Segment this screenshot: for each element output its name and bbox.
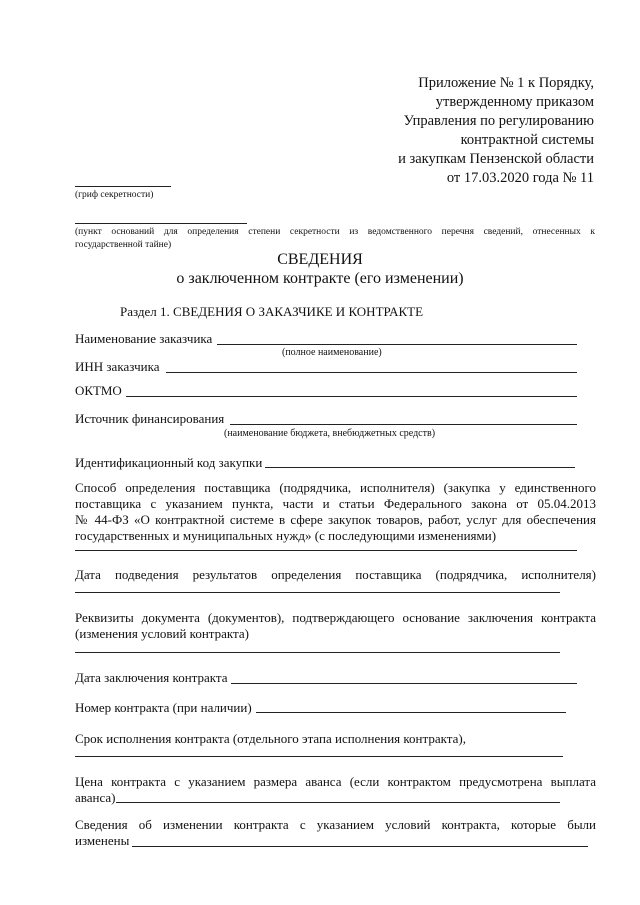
contract-date-field[interactable] — [231, 683, 577, 684]
method-line-4: государственных и муниципальных нужд» (с последующими изменениями) — [75, 528, 497, 543]
header-line-5: и закупкам Пензенской области — [398, 151, 594, 167]
customer-name-field[interactable] — [217, 344, 577, 345]
header-line-1: Приложение № 1 к Порядку, — [418, 75, 594, 91]
inn-field[interactable] — [166, 372, 577, 373]
funding-caption: (наименование бюджета, внебюджетных средств) — [224, 428, 436, 439]
price-field[interactable] — [116, 802, 560, 803]
doc-details-field[interactable] — [75, 652, 560, 653]
changes-line-1: Сведения об изменении контракта с указанием условий контракта, которые были — [75, 817, 596, 832]
method-line-2: поставщика с указанием пункта, части и статьи Федерального закона от 05.04.2013 — [75, 496, 596, 511]
oktmo-label: ОКТМО — [75, 383, 122, 398]
secrecy-stamp-caption: (гриф секретности) — [75, 190, 154, 200]
section-heading: Раздел 1. СВЕДЕНИЯ О ЗАКАЗЧИКЕ И КОНТРАКТЕ — [120, 304, 424, 319]
results-date-field[interactable] — [75, 592, 560, 593]
header-line-2: утвержденному приказом — [435, 94, 594, 110]
changes-line-2: изменены — [75, 833, 130, 848]
contract-date-label: Дата заключения контракта — [75, 670, 228, 685]
funding-label: Источник финансирования — [75, 411, 225, 426]
inn-label: ИНН заказчика — [75, 359, 160, 374]
doc-details-line-1: Реквизиты документа (документов), подтверждающего основание заключения контракта — [75, 610, 596, 625]
secrecy-basis-line — [75, 223, 247, 224]
execution-term-label: Срок исполнения контракта (отдельного этапа исполнения контракта), — [75, 731, 466, 746]
oktmo-field[interactable] — [126, 396, 577, 397]
method-field[interactable] — [75, 550, 577, 551]
price-line-1: Цена контракта с указанием размера аванса (если контрактом предусмотрена выплата — [75, 774, 596, 789]
secrecy-basis-caption-1: (пункт оснований для определения степени секретности из ведомственного перечня сведений, отнесенных к — [75, 227, 595, 237]
results-date-label: Дата подведения результатов определения поставщика (подрядчика, исполнителя) — [75, 567, 596, 582]
purchase-code-field[interactable] — [265, 467, 575, 468]
secrecy-stamp-line — [75, 186, 171, 187]
document-title: СВЕДЕНИЯ — [277, 251, 363, 268]
header-line-3: Управления по регулированию — [403, 113, 594, 129]
method-line-3: № 44-ФЗ «О контрактной системе в сфере закупок товаров, работ, услуг для обеспечения — [75, 512, 596, 527]
header-line-4: контрактной системы — [460, 132, 594, 148]
contract-number-label: Номер контракта (при наличии) — [75, 700, 252, 715]
execution-term-field[interactable] — [75, 756, 563, 757]
price-line-2: аванса) — [75, 790, 116, 805]
document-subtitle: о заключенном контракте (его изменении) — [176, 270, 464, 287]
customer-name-caption: (полное наименование) — [282, 347, 382, 358]
customer-name-label: Наименование заказчика — [75, 331, 213, 346]
secrecy-basis-caption-2: государственной тайне) — [75, 240, 172, 250]
method-line-1: Способ определения поставщика (подрядчика, исполнителя) (закупка у единственного — [75, 480, 596, 495]
funding-field[interactable] — [230, 424, 577, 425]
contract-number-field[interactable] — [256, 712, 566, 713]
doc-details-line-2: (изменения условий контракта) — [75, 626, 249, 641]
header-line-6: от 17.03.2020 года № 11 — [446, 170, 594, 186]
changes-field[interactable] — [132, 846, 588, 847]
purchase-code-label: Идентификационный код закупки — [75, 455, 263, 470]
